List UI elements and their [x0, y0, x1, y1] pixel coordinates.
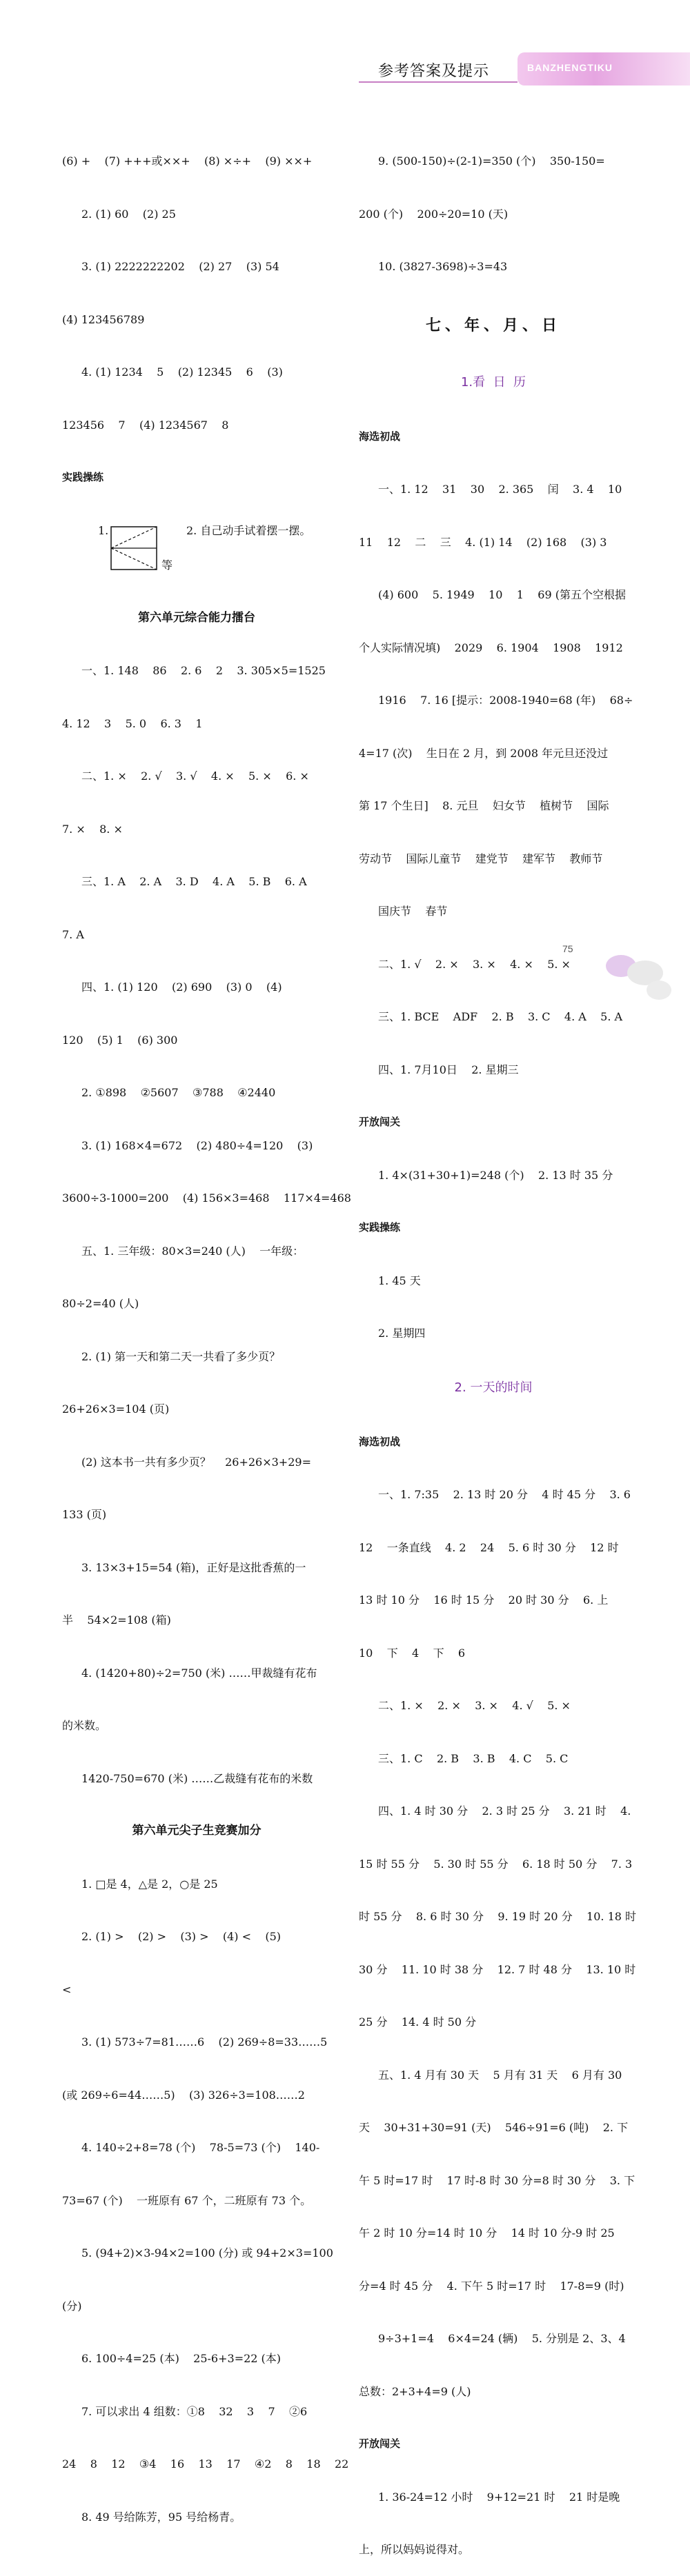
answer-line: 9÷3+1=4 6×4=24 (辆) 5. 分别是 2、3、4	[378, 2332, 626, 2345]
answer-line: 1420-750=670 (米) ……乙裁缝有花布的米数	[81, 1771, 313, 1785]
practice-item-text: 2. 自己动手试着摆一摆。	[186, 523, 311, 537]
answer-line: 26+26×3=104 (页)	[62, 1402, 170, 1416]
answer-line: 1. 36-24=12 小时 9+12=21 时 21 时是晚	[378, 2490, 620, 2504]
left-column	[62, 117, 351, 2544]
answer-line: 8. 49 号给陈芳，95 号给杨青。	[81, 2510, 241, 2524]
answer-line: 12 一条直线 4. 2 24 5. 6 时 30 分 12 时	[359, 1540, 619, 1554]
unit-title: 第六单元综合能力擂台	[138, 610, 255, 625]
answer-line: 四、1. 7月10日 2. 星期三	[378, 1063, 519, 1076]
answer-line: 4. (1) 1234 5 (2) 12345 6 (3)	[81, 365, 283, 379]
answer-line: 4=17 (次) 生日在 2 月，到 2008 年元旦还没过	[359, 746, 609, 760]
section-heading: 开放闯关	[359, 2437, 401, 2450]
answer-line: 6. 100÷4=25 (本) 25-6+3=22 (本)	[81, 2352, 282, 2365]
answer-line: 200 (个) 200÷20=10 (天)	[359, 207, 509, 221]
answer-line: 个人实际情况填) 2029 6. 1904 1908 1912	[359, 641, 623, 654]
answer-line: (2) 这本书一共有多少页？ 26+26×3+29=	[81, 1455, 311, 1469]
section-heading: 海选初战	[359, 1435, 401, 1448]
answer-line: 分=4 时 45 分 4. 下午 5 时=17 时 17-8=9 (时)	[359, 2279, 624, 2293]
answer-line: 4. 12 3 5. 0 6. 3 1	[62, 716, 203, 730]
practice-etc-label: 等	[161, 558, 173, 572]
right-column	[359, 117, 637, 2576]
answer-line: 五、1. 三年级：80×3=240 (人) 一年级：	[81, 1244, 304, 1258]
answer-line: (或 269÷6=44……5) (3) 326÷3=108……2	[62, 2088, 305, 2102]
answer-line: 7. 可以求出 4 组数：①8 32 3 7 ②6	[81, 2404, 308, 2418]
section-heading: 实践操练	[62, 471, 104, 483]
header-band-text: BANZHENGTIKU	[527, 62, 613, 73]
answer-line: 5. (94+2)×3-94×2=100 (分) 或 94+2×3=100	[81, 2246, 333, 2260]
answer-line: 10 下 4 下 6	[359, 1646, 466, 1660]
lesson-title: 2. 一天的时间	[454, 1380, 533, 1395]
answer-line: 9. (500-150)÷(2-1)=350 (个) 350-150=	[378, 154, 605, 168]
header-decorative-band	[518, 52, 690, 85]
lesson-title: 1.看 日 历	[460, 374, 526, 390]
answer-line: (6) + (7) +++或××+ (8) ×÷+ (9) ××+	[62, 154, 313, 168]
answer-line: 总数：2+3+4=9 (人)	[359, 2384, 471, 2398]
answer-line: 73=67 (个) 一班原有 67 个，二班原有 73 个。	[62, 2193, 312, 2207]
answer-line: 3. (1) 573÷7=81……6 (2) 269÷8=33……5	[81, 2035, 328, 2049]
header-rule	[359, 81, 518, 83]
answer-line: 2. (1) 第一天和第二天一共看了多少页？	[81, 1349, 281, 1363]
answer-line: 劳动节 国际儿童节 建党节 建军节 教师节	[359, 852, 603, 865]
answer-line: 天 30+31+30=91 (天) 546÷91=6 (吨) 2. 下	[359, 2121, 629, 2134]
answer-line: 一、1. 148 86 2. 6 2 3. 305×5=1525	[81, 664, 326, 677]
unit-title: 第六单元尖子生竞赛加分	[132, 1824, 262, 1838]
answer-line: 25 分 14. 4 时 50 分	[359, 2015, 477, 2029]
answer-line: (4) 600 5. 1949 10 1 69 (第五个空根据	[378, 588, 626, 601]
answer-line: 3. (1) 2222222202 (2) 27 (3) 54	[81, 260, 279, 273]
answer-line: 7. × 8. ×	[62, 822, 123, 836]
answer-line: 一、1. 7:35 2. 13 时 20 分 4 时 45 分 3. 6	[378, 1488, 631, 1501]
answer-line: 一、1. 12 31 30 2. 365 闰 3. 4 10	[378, 483, 622, 496]
answer-line: 4. 140÷2+8=78 (个) 78-5=73 (个) 140-	[81, 2141, 320, 2154]
section-heading: 开放闯关	[359, 1116, 401, 1128]
answer-line: (分)	[62, 2299, 82, 2313]
answer-line: 二、1. √ 2. × 3. × 4. × 5. ×	[378, 957, 571, 971]
answer-line: 五、1. 4 月有 30 天 5 月有 31 天 6 月有 30	[378, 2068, 622, 2082]
answer-line: 4. (1420+80)÷2=750 (米) ……甲裁缝有花布	[81, 1666, 317, 1680]
answer-line: 2. 星期四	[378, 1327, 426, 1340]
answer-line: <	[62, 1982, 72, 1996]
answer-line: 3. (1) 168×4=672 (2) 480÷4=120 (3)	[81, 1138, 313, 1152]
answer-line: 15 时 55 分 5. 30 时 55 分 6. 18 时 50 分 7. 3	[359, 1857, 633, 1871]
answer-line: 三、1. A 2. A 3. D 4. A 5. B 6. A	[81, 875, 307, 888]
answer-line: 11 12 二 三 4. (1) 14 (2) 168 (3) 3	[359, 535, 607, 549]
answer-line: 2. ①898 ②5607 ③788 ④2440	[81, 1086, 276, 1099]
answer-line: 2. (1) 60 (2) 25	[81, 207, 176, 221]
answer-line: 时 55 分 8. 6 时 30 分 9. 19 时 20 分 10. 18 时	[359, 1910, 637, 1923]
chapter-title: 七、年、月、日	[425, 316, 561, 334]
answer-line: 午 2 时 10 分=14 时 10 分 14 时 10 分-9 时 25	[359, 2226, 615, 2240]
answer-line: 80÷2=40 (人)	[62, 1297, 139, 1310]
section-heading: 实践操练	[359, 1221, 401, 1234]
page-header-title: 参考答案及提示	[378, 63, 490, 80]
answer-line: 7. A	[62, 927, 84, 941]
corner-decoration-icon	[590, 935, 673, 1004]
practice-item-number: 1.	[98, 523, 109, 537]
answer-line: 国庆节 春节	[378, 905, 448, 918]
practice-diagram-row	[62, 522, 331, 574]
answer-line: 1. 4×(31+30+1)=248 (个) 2. 13 时 35 分	[378, 1168, 613, 1182]
answer-line: (4) 123456789	[62, 312, 145, 326]
answer-line: 24 8 12 ③4 16 13 17 ④2 8 18 22	[62, 2457, 349, 2471]
answer-line: 2. (1) > (2) > (3) > (4) < (5)	[81, 1930, 282, 1943]
answer-line: 二、1. × 2. × 3. × 4. √ 5. ×	[378, 1699, 571, 1712]
answer-line: 四、1. (1) 120 (2) 690 (3) 0 (4)	[81, 980, 282, 994]
answer-line: 午 5 时=17 时 17 时-8 时 30 分=8 时 30 分 3. 下	[359, 2173, 635, 2187]
page-number: 75	[562, 943, 573, 954]
dashed-rectangle-figure	[110, 526, 159, 572]
answer-line: 三、1. C 2. B 3. B 4. C 5. C	[378, 1751, 569, 1765]
answer-line: 30 分 11. 10 时 38 分 12. 7 时 48 分 13. 10 时	[359, 1962, 636, 1976]
answer-line: 四、1. 4 时 30 分 2. 3 时 25 分 3. 21 时 4.	[378, 1804, 631, 1818]
answer-line: 120 (5) 1 (6) 300	[62, 1033, 178, 1047]
answer-line: 第 17 个生日] 8. 元旦 妇女节 植树节 国际	[359, 799, 609, 812]
answer-line: 123456 7 (4) 1234567 8	[62, 418, 229, 432]
answer-line: 1916 7. 16 [提示：2008-1940=68 (年) 68÷	[378, 694, 633, 707]
answer-line: 133 (页)	[62, 1508, 107, 1521]
answer-line: 1. 45 天	[378, 1274, 421, 1287]
answer-line: 上，所以妈妈说得对。	[359, 2543, 470, 2556]
section-heading: 海选初战	[359, 430, 401, 443]
answer-line: 10. (3827-3698)÷3=43	[378, 260, 508, 273]
answer-line: 3600÷3-1000=200 (4) 156×3=468 117×4=468	[62, 1191, 351, 1205]
answer-line: 的米数。	[62, 1719, 107, 1732]
answer-line: 3. 13×3+15=54 (箱)，正好是这批香蕉的一	[81, 1560, 306, 1574]
answer-line: 二、1. × 2. √ 3. √ 4. × 5. × 6. ×	[81, 769, 309, 783]
answer-line: 三、1. BCE ADF 2. B 3. C 4. A 5. A	[378, 1010, 623, 1023]
answer-line: 半 54×2=108 (箱)	[62, 1613, 171, 1627]
answer-line: 1. □是 4，△是 2，○是 25	[81, 1877, 218, 1891]
answer-line: 13 时 10 分 16 时 15 分 20 时 30 分 6. 上	[359, 1593, 609, 1607]
